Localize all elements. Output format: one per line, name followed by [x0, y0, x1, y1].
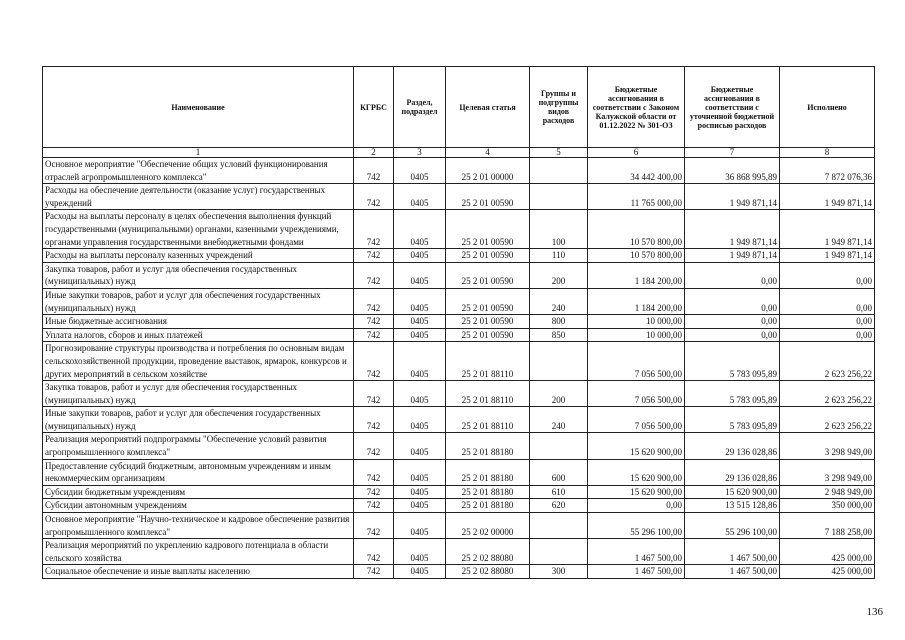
row-section: 0405: [394, 513, 446, 539]
row-law-amount: 15 620 900,00: [588, 459, 685, 485]
row-law-amount: 10 000,00: [588, 315, 685, 329]
column-number-row: [43, 148, 875, 158]
row-target: 25 2 01 88180: [446, 459, 530, 485]
row-target: 25 2 01 88110: [446, 407, 530, 433]
row-kgrbs: 742: [354, 485, 394, 499]
row-plan-amount: 0,00: [685, 262, 780, 288]
column-number: 8: [780, 148, 875, 158]
row-kgrbs: 742: [354, 459, 394, 485]
row-kgrbs: 742: [354, 433, 394, 459]
table-row: [43, 262, 875, 288]
row-target: 25 2 01 00590: [446, 328, 530, 342]
row-section: 0405: [394, 565, 446, 579]
row-group: 110: [530, 249, 588, 263]
header-section: Раздел, подраздел: [394, 67, 446, 148]
row-group: 610: [530, 485, 588, 499]
row-law-amount: 55 296 100,00: [588, 513, 685, 539]
row-group: 600: [530, 459, 588, 485]
row-executed-amount: 2 623 256,22: [780, 381, 875, 407]
table-row: [43, 342, 875, 381]
row-section: 0405: [394, 407, 446, 433]
table-row: [43, 328, 875, 342]
row-plan-amount: 5 783 095,89: [685, 407, 780, 433]
row-kgrbs: 742: [354, 499, 394, 513]
row-law-amount: 0,00: [588, 499, 685, 513]
row-plan-amount: 5 783 095,89: [685, 381, 780, 407]
row-section: 0405: [394, 262, 446, 288]
row-target: 25 2 01 88180: [446, 499, 530, 513]
row-law-amount: 34 442 400,00: [588, 158, 685, 184]
row-plan-amount: 29 136 028,86: [685, 459, 780, 485]
row-group: [530, 433, 588, 459]
row-name: Иные закупки товаров, работ и услуг для обеспечения государственных (муниципальных) нужд: [43, 407, 354, 433]
row-name: Расходы на обеспечение деятельности (оказание услуг) государственных учреждений: [43, 184, 354, 210]
table-row: [43, 407, 875, 433]
row-group: [530, 342, 588, 381]
row-executed-amount: 3 298 949,00: [780, 459, 875, 485]
column-number: 3: [394, 148, 446, 158]
row-target: 25 2 01 88110: [446, 342, 530, 381]
header-kgrbs: КГРБС: [354, 67, 394, 148]
header-group: Группы и подгруппы видов расходов: [530, 67, 588, 148]
table-row: [43, 513, 875, 539]
row-executed-amount: 2 948 949,00: [780, 485, 875, 499]
row-plan-amount: 5 783 095,89: [685, 342, 780, 381]
row-plan-amount: 29 136 028,86: [685, 433, 780, 459]
row-plan-amount: 0,00: [685, 315, 780, 329]
row-section: 0405: [394, 433, 446, 459]
row-executed-amount: 1 949 871,14: [780, 184, 875, 210]
row-executed-amount: 350 000,00: [780, 499, 875, 513]
row-group: 240: [530, 407, 588, 433]
row-kgrbs: 742: [354, 328, 394, 342]
row-law-amount: 10 570 800,00: [588, 210, 685, 249]
row-executed-amount: 425 000,00: [780, 565, 875, 579]
row-executed-amount: 0,00: [780, 262, 875, 288]
row-executed-amount: 1 949 871,14: [780, 210, 875, 249]
page-number: 136: [866, 606, 883, 618]
row-section: 0405: [394, 288, 446, 314]
column-number: 2: [354, 148, 394, 158]
table-row: [43, 210, 875, 249]
row-executed-amount: 2 623 256,22: [780, 407, 875, 433]
table-row: [43, 539, 875, 565]
table-row: [43, 288, 875, 314]
table-row: [43, 565, 875, 579]
column-number: 5: [530, 148, 588, 158]
row-executed-amount: 425 000,00: [780, 539, 875, 565]
row-law-amount: 10 570 800,00: [588, 249, 685, 263]
row-group: 200: [530, 381, 588, 407]
header-plan: Бюджетные ассигнования в соответствии с уточненной бюджетной росписью расходов: [685, 67, 780, 148]
row-section: 0405: [394, 210, 446, 249]
row-executed-amount: 0,00: [780, 288, 875, 314]
row-target: 25 2 01 00000: [446, 158, 530, 184]
row-law-amount: 1 184 200,00: [588, 288, 685, 314]
row-law-amount: 10 000,00: [588, 328, 685, 342]
header-target: Целевая статья: [446, 67, 530, 148]
row-kgrbs: 742: [354, 315, 394, 329]
row-law-amount: 1 467 500,00: [588, 539, 685, 565]
row-name: Иные закупки товаров, работ и услуг для обеспечения государственных (муниципальных) нужд: [43, 288, 354, 314]
row-target: 25 2 02 88080: [446, 565, 530, 579]
row-target: 25 2 01 00590: [446, 262, 530, 288]
row-law-amount: 7 056 500,00: [588, 342, 685, 381]
row-name: Прогнозирование структуры производства и потребления по основным видам сельскохозяйственной продукции, проведение выставок, ярмарок, конкурсов и других мероприятий в сельском хозяйстве: [43, 342, 354, 381]
row-name: Социальное обеспечение и иные выплаты населению: [43, 565, 354, 579]
row-section: 0405: [394, 539, 446, 565]
row-name: Иные бюджетные ассигнования: [43, 315, 354, 329]
row-section: 0405: [394, 158, 446, 184]
row-name: Основное мероприятие "Научно-техническое и кадровое обеспечение развития агропромышленного комплекса": [43, 513, 354, 539]
row-name: Закупка товаров, работ и услуг для обеспечения государственных (муниципальных) нужд: [43, 381, 354, 407]
row-target: 25 2 01 88110: [446, 381, 530, 407]
row-name: Основное мероприятие "Обеспечение общих условий функционирования отраслей агропромышленного комплекса": [43, 158, 354, 184]
table-row: [43, 184, 875, 210]
table-row: [43, 499, 875, 513]
row-plan-amount: 1 467 500,00: [685, 539, 780, 565]
row-plan-amount: 1 949 871,14: [685, 210, 780, 249]
row-executed-amount: 0,00: [780, 315, 875, 329]
row-plan-amount: 36 868 995,89: [685, 158, 780, 184]
row-kgrbs: 742: [354, 407, 394, 433]
row-law-amount: 15 620 900,00: [588, 485, 685, 499]
row-target: 25 2 01 00590: [446, 288, 530, 314]
row-plan-amount: 1 949 871,14: [685, 249, 780, 263]
table-row: [43, 381, 875, 407]
row-kgrbs: 742: [354, 342, 394, 381]
row-executed-amount: 7 188 258,00: [780, 513, 875, 539]
row-target: 25 2 01 88180: [446, 433, 530, 459]
row-group: 240: [530, 288, 588, 314]
table-row: [43, 249, 875, 263]
row-name: Субсидии автономным учреждениям: [43, 499, 354, 513]
header-row: [43, 67, 875, 148]
column-number: 6: [588, 148, 685, 158]
row-kgrbs: 742: [354, 288, 394, 314]
row-name: Реализация мероприятий по укреплению кадрового потенциала в области сельского хозяйства: [43, 539, 354, 565]
row-group: 300: [530, 565, 588, 579]
header-name: Наименование: [43, 67, 354, 148]
row-name: Закупка товаров, работ и услуг для обеспечения государственных (муниципальных) нужд: [43, 262, 354, 288]
row-target: 25 2 01 00590: [446, 210, 530, 249]
row-section: 0405: [394, 485, 446, 499]
row-kgrbs: 742: [354, 381, 394, 407]
row-plan-amount: 13 515 128,86: [685, 499, 780, 513]
row-plan-amount: 0,00: [685, 328, 780, 342]
row-kgrbs: 742: [354, 158, 394, 184]
row-kgrbs: 742: [354, 513, 394, 539]
column-number: 1: [43, 148, 354, 158]
row-plan-amount: 0,00: [685, 288, 780, 314]
table-row: [43, 315, 875, 329]
header-done: Исполнено: [780, 67, 875, 148]
row-section: 0405: [394, 328, 446, 342]
budget-execution-table: [42, 66, 875, 579]
row-name: Расходы на выплаты персоналу в целях обеспечения выполнения функций государственными (муниципальными) органами, казенными учреждениями, органами управления государственными внебюджетными фондами: [43, 210, 354, 249]
row-law-amount: 1 184 200,00: [588, 262, 685, 288]
row-section: 0405: [394, 499, 446, 513]
row-group: 800: [530, 315, 588, 329]
row-group: [530, 513, 588, 539]
row-kgrbs: 742: [354, 184, 394, 210]
table-body: [43, 158, 875, 579]
row-section: 0405: [394, 315, 446, 329]
row-section: 0405: [394, 381, 446, 407]
header-law: Бюджетные ассигнования в соответствии с Законом Калужской области от 01.12.2022 № 301-ОЗ: [588, 67, 685, 148]
row-section: 0405: [394, 342, 446, 381]
row-group: 850: [530, 328, 588, 342]
row-target: 25 2 01 00590: [446, 315, 530, 329]
row-kgrbs: 742: [354, 565, 394, 579]
row-executed-amount: 1 949 871,14: [780, 249, 875, 263]
row-group: [530, 184, 588, 210]
row-target: 25 2 02 00000: [446, 513, 530, 539]
row-plan-amount: 55 296 100,00: [685, 513, 780, 539]
row-name: Реализация мероприятий подпрограммы "Обеспечение условий развития агропромышленного комплекса": [43, 433, 354, 459]
row-executed-amount: 7 872 076,36: [780, 158, 875, 184]
column-number: 7: [685, 148, 780, 158]
row-law-amount: 7 056 500,00: [588, 381, 685, 407]
row-target: 25 2 01 00590: [446, 184, 530, 210]
row-kgrbs: 742: [354, 249, 394, 263]
row-executed-amount: 3 298 949,00: [780, 433, 875, 459]
row-target: 25 2 01 88180: [446, 485, 530, 499]
row-law-amount: 11 765 000,00: [588, 184, 685, 210]
row-kgrbs: 742: [354, 539, 394, 565]
row-group: [530, 158, 588, 184]
table-row: [43, 485, 875, 499]
row-law-amount: 15 620 900,00: [588, 433, 685, 459]
row-group: [530, 539, 588, 565]
row-section: 0405: [394, 459, 446, 485]
row-executed-amount: 2 623 256,22: [780, 342, 875, 381]
row-target: 25 2 02 88080: [446, 539, 530, 565]
row-section: 0405: [394, 184, 446, 210]
row-target: 25 2 01 00590: [446, 249, 530, 263]
row-kgrbs: 742: [354, 210, 394, 249]
row-law-amount: 1 467 500,00: [588, 565, 685, 579]
row-group: 200: [530, 262, 588, 288]
row-plan-amount: 1 467 500,00: [685, 565, 780, 579]
row-group: 100: [530, 210, 588, 249]
table-row: [43, 433, 875, 459]
table-row: [43, 459, 875, 485]
row-name: Предоставление субсидий бюджетным, автономным учреждениям и иным некоммерческим организациям: [43, 459, 354, 485]
column-number: 4: [446, 148, 530, 158]
row-name: Субсидии бюджетным учреждениям: [43, 485, 354, 499]
row-law-amount: 7 056 500,00: [588, 407, 685, 433]
table-row: [43, 158, 875, 184]
row-name: Уплата налогов, сборов и иных платежей: [43, 328, 354, 342]
row-plan-amount: 1 949 871,14: [685, 184, 780, 210]
row-kgrbs: 742: [354, 262, 394, 288]
row-group: 620: [530, 499, 588, 513]
row-name: Расходы на выплаты персоналу казенных учреждений: [43, 249, 354, 263]
row-section: 0405: [394, 249, 446, 263]
row-executed-amount: 0,00: [780, 328, 875, 342]
row-plan-amount: 15 620 900,00: [685, 485, 780, 499]
